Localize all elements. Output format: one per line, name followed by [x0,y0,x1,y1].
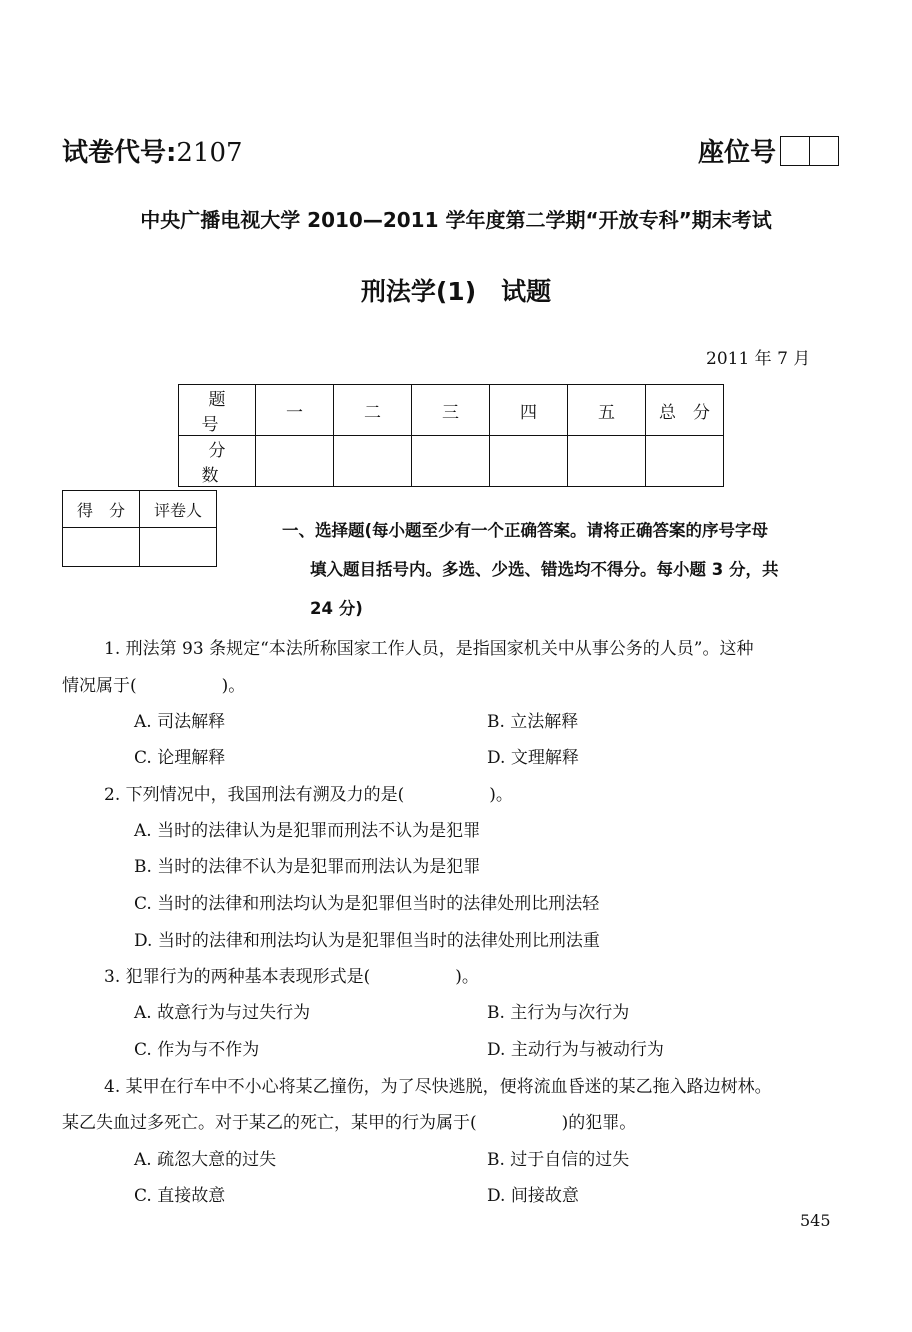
score-cell[interactable] [412,436,490,487]
score-cell[interactable] [646,436,724,487]
question-3-option-b: B. 主行为与次行为 [487,1003,630,1023]
exam-title: 刑法学(1) 试题 [360,277,552,306]
question-1-option-b: B. 立法解释 [487,712,579,732]
score-cell[interactable] [490,436,568,487]
paper-code-label: 试卷代号: [62,138,177,168]
question-1-option-c: C. 论理解释 [134,748,226,768]
exam-header: 中央广播电视大学 2010—2011 学年度第二学期“开放专科”期末考试 [140,208,772,232]
grader-header-row [63,491,217,528]
question-3-option-c: C. 作为与不作为 [134,1040,260,1060]
question-1-text: 1. 刑法第 93 条规定“本法所称国家工作人员，是指国家机关中从事公务的人员”。这种 [104,639,754,659]
score-table-score-row [179,436,724,487]
seat-label: 座位号 [698,138,777,168]
question-3-option-d: D. 主动行为与被动行为 [487,1040,664,1060]
grader-header-score: 得 分 [63,491,140,528]
question-2-option-b: B. 当时的法律不认为是犯罪而刑法认为是犯罪 [134,857,481,877]
question-2-option-a: A. 当时的法律认为是犯罪而刑法不认为是犯罪 [134,821,481,841]
score-cell[interactable] [568,436,646,487]
question-2-option-c: C. 当时的法律和刑法均认为是犯罪但当时的法律处刑比刑法轻 [134,894,600,914]
exam-date: 2011 年 7 月 [706,349,811,369]
question-2-option-d: D. 当时的法律和刑法均认为是犯罪但当时的法律处刑比刑法重 [134,931,600,951]
question-3-option-a: A. 故意行为与过失行为 [134,1003,311,1023]
section-instruction-line: 填入题目括号内。多选、少选、错选均不得分。每小题 3 分，共 [310,560,779,579]
page-number: 545 [800,1211,831,1230]
question-4-option-d: D. 间接故意 [487,1186,579,1206]
grader-name-cell[interactable] [140,528,217,567]
score-header-cell: 五 [568,385,646,436]
grader-input-row [63,528,217,567]
score-cell[interactable] [334,436,412,487]
paper-code [62,132,243,169]
score-row-label: 分 数 [179,436,256,487]
score-header-cell: 总 分 [646,385,724,436]
score-header-cell: 一 [256,385,334,436]
grader-score-cell[interactable] [63,528,140,567]
question-4-text-cont: 某乙失血过多死亡。对于某乙的死亡，某甲的行为属于( )的犯罪。 [62,1113,637,1133]
seat-box[interactable] [781,137,809,165]
score-header-cell: 题 号 [179,385,256,436]
score-header-cell: 二 [334,385,412,436]
grader-table [62,490,217,567]
grader-header-grader: 评卷人 [140,491,217,528]
score-header-cell: 三 [412,385,490,436]
question-1-text-cont: 情况属于( )。 [62,676,246,696]
score-table-header-row [179,385,724,436]
question-4-option-c: C. 直接故意 [134,1186,226,1206]
question-4-option-a: A. 疏忽大意的过失 [134,1150,277,1170]
question-2-text: 2. 下列情况中，我国刑法有溯及力的是( )。 [104,785,513,805]
question-1-option-a: A. 司法解释 [134,712,226,732]
seat-boxes[interactable] [780,136,839,166]
seat-number [698,132,839,169]
section-instruction-line: 24 分) [310,599,363,618]
question-1-option-d: D. 文理解释 [487,748,579,768]
score-table [178,384,724,487]
score-header-cell: 四 [490,385,568,436]
seat-box[interactable] [809,137,838,165]
paper-code-number: 2107 [176,138,243,168]
question-3-text: 3. 犯罪行为的两种基本表现形式是( )。 [104,967,479,987]
question-4-option-b: B. 过于自信的过失 [487,1150,630,1170]
question-4-text: 4. 某甲在行车中不小心将某乙撞伤，为了尽快逃脱，便将流血昏迷的某乙拖入路边树林。 [104,1077,772,1097]
section-instruction-line: 一、选择题(每小题至少有一个正确答案。请将正确答案的序号字母 [282,521,769,540]
